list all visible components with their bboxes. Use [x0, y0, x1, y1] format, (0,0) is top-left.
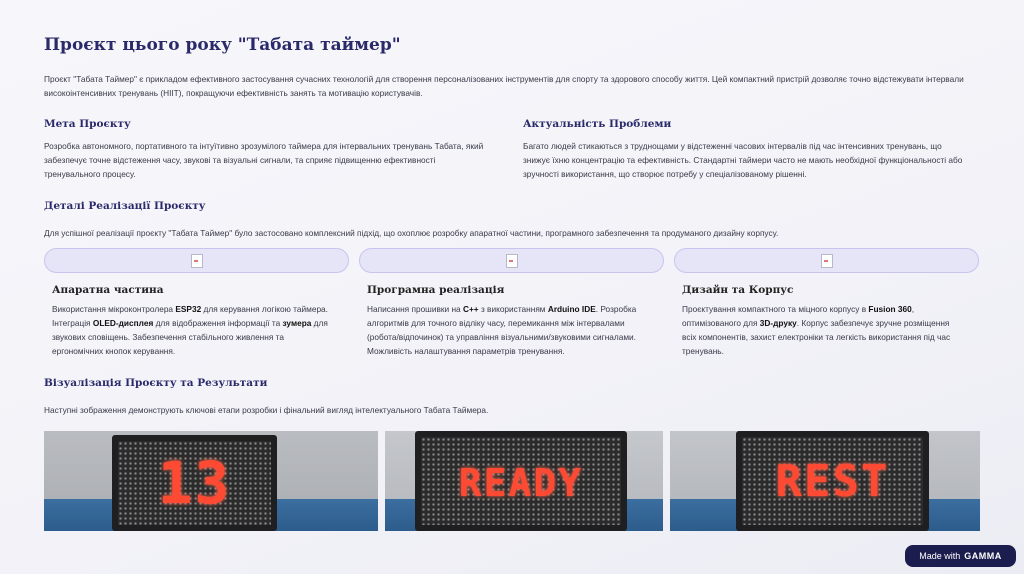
card-software-heading: Програмна реалізація [367, 284, 505, 296]
made-with-gamma-badge[interactable] [905, 545, 1016, 567]
card-software-text: Написання прошивки на C++ з використанням Arduino IDE. Розробка алгоритмів для точного відліку часу, перемикання між інтервалами (робота/відпочинок) та управління візуальними/звуковими сигналами. Можливість налаштування параметрів тренування. [367, 304, 637, 356]
gamma-logo: GAMMA [964, 551, 1002, 561]
card-software-icon-bar [359, 248, 664, 273]
led-display-text: READY [458, 461, 584, 505]
details-text: Для успішної реалізації проєкту "Табата Таймер" було застосовано комплексний підхід, що охоплює розробку апаратної частини, програмного забезпечення та продуманого дизайну корпусу. [44, 228, 779, 238]
card-design-heading: Дизайн та Корпус [682, 284, 794, 296]
page-title: Проєкт цього року "Табата таймер" [44, 35, 401, 55]
photo-timer-rest [670, 431, 980, 531]
goal-text: Розробка автономного, портативного та інтуїтивно зрозумілого таймера для інтервальних тренувань Табата, який забезпечує точне відстеження часу, звукові та візуальні сигнали, та сприяє підвищенню ефективності тренувального процесу. [44, 141, 484, 179]
document-icon [191, 254, 203, 268]
details-heading: Деталі Реалізації Проєкту [44, 200, 206, 212]
card-hardware-heading: Апаратна частина [52, 284, 164, 296]
card-design-text: Проєктування компактного та міцного корпусу в Fusion 360, оптимізованого для 3D-друку. Корпус забезпечує зручне розміщення всіх компонентів, захист електроніки та легкість використання під час тренувань. [682, 304, 951, 356]
relevance-heading: Актуальність Проблеми [523, 118, 672, 130]
document-icon [506, 254, 518, 268]
relevance-text: Багато людей стикаються з труднощами у відстеженні часових інтервалів під час інтенсивних тренувань, що знижує їхню концентрацію та ефективність. Стандартні таймери часто не мають необхідної функціональності або зручності використання, що створює потребу у спеціалізованому рішенні. [523, 141, 963, 179]
photo-timer-ready [385, 431, 663, 531]
led-display-text: REST [775, 455, 890, 507]
intro-text: Проєкт "Табата Таймер" є прикладом ефективного застосування сучасних технологій для створення персоналізованих інструментів для спорту та здорового способу життя. Цей компактний пристрій дозволяє точно відстежувати інтервали високоінтенсивних тренувань (HIIT), покращуючи ефективність занять та мотивацію користувачів. [44, 74, 964, 98]
visual-text: Наступні зображення демонструють ключові етапи розробки і фінальний вигляд інтелектуального Табата Таймера. [44, 405, 489, 415]
goal-heading: Мета Проєкту [44, 118, 131, 130]
made-with-label: Made with [919, 551, 961, 561]
visual-heading: Візуалізація Проєкту та Результати [44, 377, 268, 389]
card-design-icon-bar [674, 248, 979, 273]
card-hardware-text: Використання мікроконтролера ESP32 для керування логікою таймера. Інтеграція OLED-дисплея для відображення інформації та зумера для звукових сповіщень. Забезпечення стабільного живлення та ергономічних кнопок керування. [52, 304, 328, 356]
led-display-text: 13 [157, 449, 232, 517]
document-icon [821, 254, 833, 268]
card-hardware-icon-bar [44, 248, 349, 273]
photo-timer-13 [44, 431, 378, 531]
